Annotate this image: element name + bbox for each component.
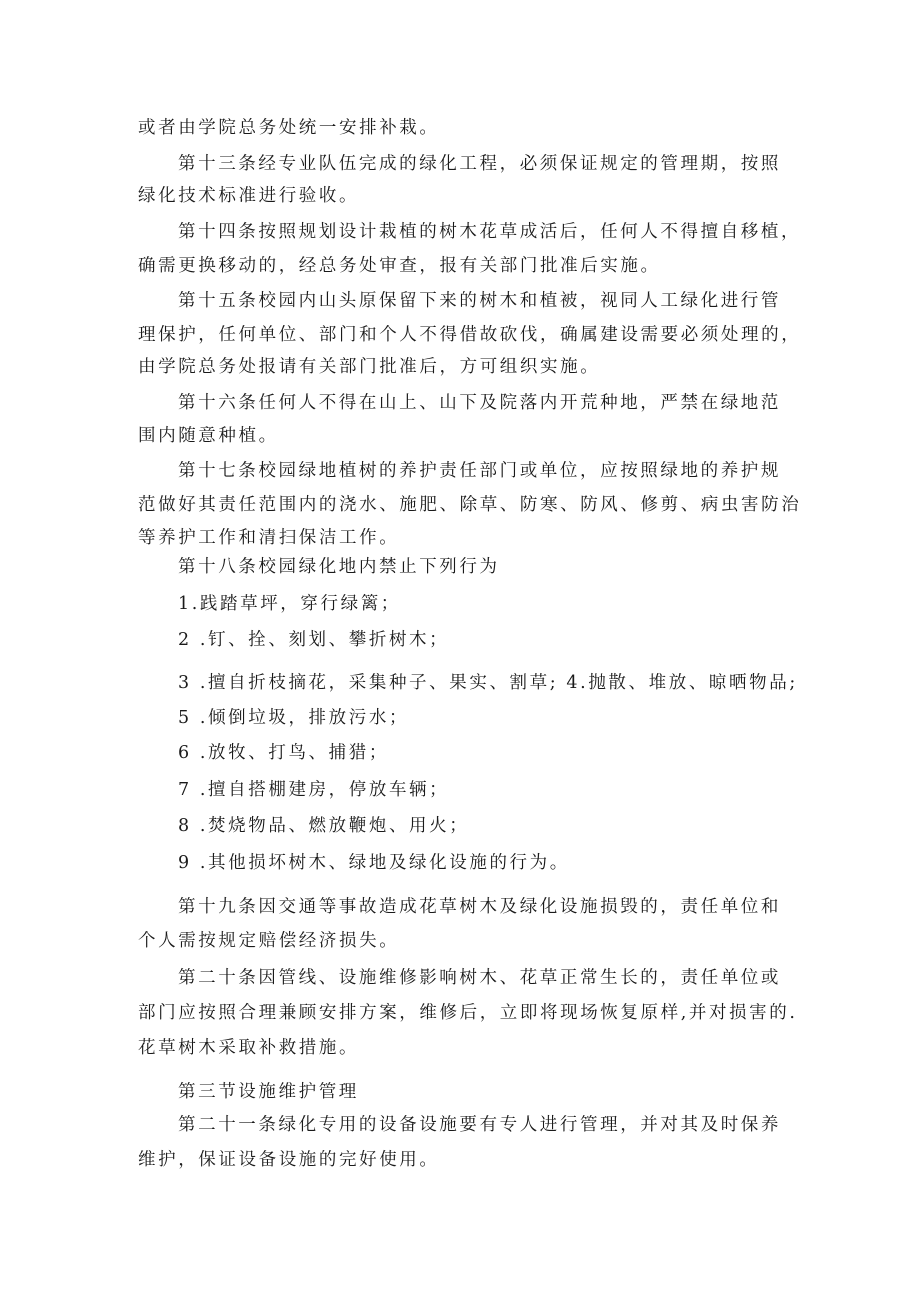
list-item: 7 .擅自搭棚建房，停放车辆； bbox=[178, 780, 450, 800]
paragraph-line: 第十六条任何人不得在山上、山下及院落内开荒种地，严禁在绿地范 bbox=[178, 393, 781, 413]
paragraph-line: 花草树木采取补救措施。 bbox=[138, 1038, 360, 1058]
paragraph-line: 范做好其责任范围内的浇水、施肥、除草、防寒、防风、修剪、病虫害防治 bbox=[138, 495, 802, 515]
paragraph-line: 第二十一条绿化专用的设备设施要有专人进行管理，并对其及时保养 bbox=[178, 1115, 781, 1135]
paragraph-line: 部门应按照合理兼顾安排方案，维修后，立即将现场恢复原样,并对损害的. bbox=[138, 1003, 798, 1023]
paragraph-line: 第十三条经专业队伍完成的绿化工程，必须保证规定的管理期，按照 bbox=[178, 154, 781, 174]
paragraph-line: 第十九条因交通等事故造成花草树木及绿化设施损毁的，责任单位和 bbox=[178, 897, 781, 917]
list-item: 1.践踏草坪，穿行绿篱； bbox=[178, 594, 401, 614]
list-item: 6 .放牧、打鸟、捕猎； bbox=[178, 743, 389, 763]
paragraph-line: 或者由学院总务处统一安排补栽。 bbox=[138, 118, 440, 138]
paragraph-line: 等养护工作和清扫保洁工作。 bbox=[138, 528, 400, 548]
paragraph-line: 绿化技术标准进行验收。 bbox=[138, 186, 360, 206]
paragraph-line: 围内随意种植。 bbox=[138, 426, 279, 446]
paragraph-line: 第十五条校园内山头原保留下来的树木和植被，视同人工绿化进行管 bbox=[178, 291, 781, 311]
paragraph-line: 理保护，任何单位、部门和个人不得借故砍伐，确属建设需要必须处理的， bbox=[138, 325, 802, 345]
paragraph-line: 第十七条校园绿地植树的养护责任部门或单位，应按照绿地的养护规 bbox=[178, 461, 781, 481]
list-item: 8 .焚烧物品、燃放鞭炮、用火； bbox=[178, 816, 470, 836]
list-item: 9 .其他损坏树木、绿地及绿化设施的行为。 bbox=[178, 853, 570, 873]
list-item: 2 .钉、拴、刻划、攀折树木； bbox=[178, 630, 450, 650]
paragraph-line: 第二十条因管线、设施维修影响树木、花草正常生长的，责任单位或 bbox=[178, 968, 781, 988]
paragraph-line: 第十八条校园绿化地内禁止下列行为 bbox=[178, 557, 500, 577]
paragraph-line: 维护，保证设备设施的完好使用。 bbox=[138, 1150, 440, 1170]
paragraph-line: 第十四条按照规划设计栽植的树木花草成活后，任何人不得擅自移植， bbox=[178, 222, 802, 242]
list-item: 3 .擅自折枝摘花，采集种子、果实、割草; 4.抛散、堆放、晾晒物品; bbox=[178, 673, 798, 693]
paragraph-line: 确需更换移动的，经总务处审查，报有关部门批准后实施。 bbox=[138, 256, 661, 276]
paragraph-line: 由学院总务处报请有关部门批准后，方可组织实施。 bbox=[138, 357, 601, 377]
section-heading: 第三节设施维护管理 bbox=[178, 1082, 359, 1102]
paragraph-line: 个人需按规定赔偿经济损失。 bbox=[138, 931, 400, 951]
list-item: 5 .倾倒垃圾，排放污水； bbox=[178, 708, 410, 728]
